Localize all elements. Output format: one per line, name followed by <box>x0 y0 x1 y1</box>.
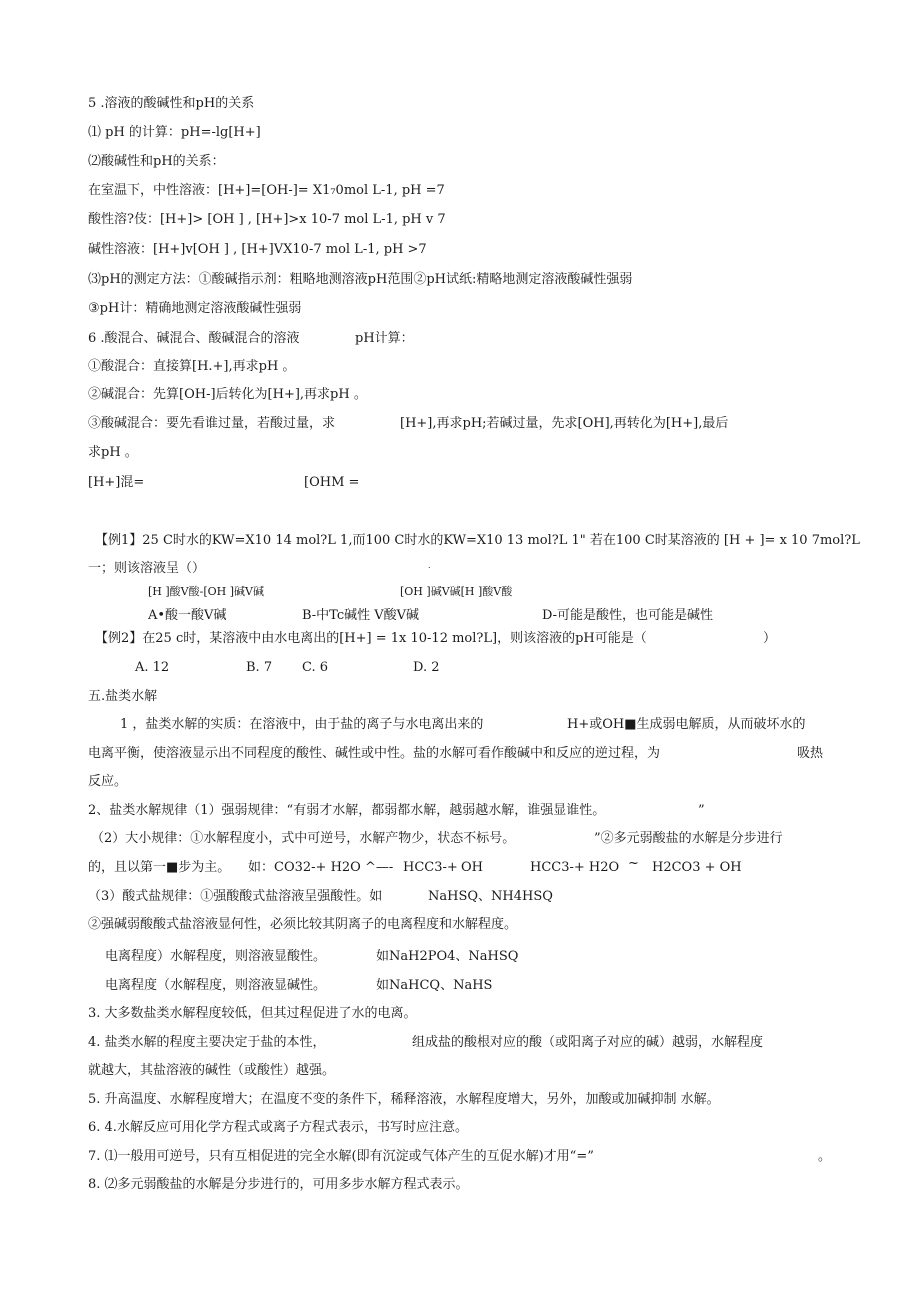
carbonate-equation-2: HCC3-+ H2O <box>530 860 620 875</box>
hydroxide-product-1: OH <box>461 860 483 875</box>
item-4-cont: 组成盐的酸根对应的酸（或阳离子对应的碱）越弱，水解程度 <box>412 1035 764 1050</box>
rule-magnitude: （2）大小规律：①水解程度小，式中可逆号，水解产物少，状态不标号。 <box>91 831 516 846</box>
example-1-option-a: A•酸一酸V碱 <box>148 608 227 623</box>
ph-calculation: ⑴ pH 的计算：pH=-lg[H+] <box>88 125 261 140</box>
basic-examples: 如NaHCQ、NaHS <box>376 978 493 993</box>
fraction-numerator-b: [OH ]碱V碱[H ]酸V酸 <box>400 585 513 598</box>
hydrolysis-essence-line2: 电离平衡，使溶液显示出不同程度的酸性、碱性或中性。盐的水解可看作酸碱中和反应的逆过程，为 <box>88 746 661 761</box>
rule-weak-acid-salt: ②强碱弱酸酸式盐溶液显何性，必须比较其阴离子的电离程度和水解程度。 <box>88 917 518 932</box>
example-2-option-d: D. 2 <box>413 660 440 675</box>
acid-salt-examples: NaHSQ、NH4HSQ <box>428 889 553 904</box>
ionization-gt-hydrolysis: 电离程度）水解程度，则溶液显酸性。 <box>105 949 327 964</box>
fraction-numerator-a: [H ]酸V酸-[OH ]碱V碱 <box>148 585 264 598</box>
rule-multistep-cont: 的，且以第一■步为主。 <box>88 860 231 875</box>
rule-strength-quote: ” <box>698 803 705 818</box>
acid-mix: ①酸混合：直接算[H.+],再求pH 。 <box>88 359 296 374</box>
item-8: 8. ⑵多元弱酸盐的水解是分步进行的，可用多步水解方程式表示。 <box>88 1177 469 1192</box>
example-2-question: 【例2】在25 c时，某溶液中由水电离出的[H+] = 1x 10-12 mol?L]，则该溶液的pH可能是（ <box>95 631 647 646</box>
acidic-solution: 酸性溶?伎：[H+]> [OH ] , [H+]>x 10-7 mol L-1, pH v 7 <box>88 212 446 227</box>
hydrolysis-essence: 1 ，盐类水解的实质：在溶液中，由于盐的离子与水电离出来的 <box>120 717 484 732</box>
item-5: 5. 升高温度、水解程度增大；在温度不变的条件下，稀释溶液，水解程度增大，另外，加酸或加碱抑制 水解。 <box>88 1092 720 1107</box>
hydrolysis-essence-end: 反应。 <box>88 774 128 789</box>
example-2-option-c: C. 6 <box>302 660 329 675</box>
example-1-option-b: B-中Tc碱性 V酸V碱 <box>302 608 420 623</box>
endothermic-label: 吸热 <box>797 746 824 761</box>
item-4: 4. 盐类水解的程度主要决定于盐的本性， <box>88 1035 326 1050</box>
base-mix: ②碱混合：先算[OH-]后转化为[H+],再求pH 。 <box>88 387 367 402</box>
section-6-title-end: pH计算： <box>355 331 414 346</box>
acid-base-mix-cont: [H+],再求pH;若碱过量，先求[OH],再转化为[H+],最后 <box>400 416 729 431</box>
item-7: 7. ⑴一般用可逆号，只有互相促进的完全水解(即有沉淀或气体产生的互促水解)才用“=” <box>88 1149 594 1164</box>
ionization-lt-hydrolysis: 电离程度（水解程度，则溶液显碱性。 <box>105 978 327 993</box>
bicarbonate-product: HCC3-+ <box>403 860 458 875</box>
acid-base-mix-end: 求pH 。 <box>88 445 138 460</box>
ph-measurement-method: ⑶pH的测定方法：①酸碱指示剂：粗略地测溶液pH范围②pH试纸:精略地测定溶液酸碱性强弱 <box>88 272 633 287</box>
example-2-option-a: A. 12 <box>135 660 170 675</box>
neutral-solution: 在室温下，中性溶液：[H+]=[OH-]= X1₇0mol L-1, pH =7 <box>88 183 445 198</box>
hydrolysis-essence-cont: H+或OH■生成弱电解质，从而破坏水的 <box>567 717 806 732</box>
ph-meter: ③pH计：精确地测定溶液酸碱性强弱 <box>88 301 302 316</box>
example-1-option-d: D-可能是酸性，也可能是碱性 <box>542 608 714 623</box>
acid-base-mix: ③酸碱混合：要先看谁过量，若酸过量，求 <box>88 416 336 431</box>
section-5-title: 5 .溶液的酸碱性和pH的关系 <box>88 96 255 111</box>
example-2-paren-close: ） <box>763 631 777 646</box>
item-6: 6. 4.水解反应可用化学方程式或离子方程式表示，书写时应注意。 <box>88 1120 468 1135</box>
rule-acid-salt: （3）酸式盐规律：①强酸酸式盐溶液呈强酸性。如 <box>88 889 383 904</box>
item-4-end: 就越大，其盐溶液的碱性（或酸性）越强。 <box>88 1063 336 1078</box>
stray-dot: . <box>428 561 431 570</box>
h-mix-formula: [H+]混= <box>88 475 145 490</box>
example-1-question: 【例1】25 C时水的KW=X10 14 mol?L 1,而100 C时水的KW=X10 13 mol?L 1" 若在100 C时某溶液的 [H + ]= x 10 7mol?L <box>95 533 860 548</box>
acidic-examples: 如NaH2PO4、NaHSQ <box>376 949 519 964</box>
oh-mix-formula: [OHM = <box>304 475 360 490</box>
ph-relation-heading: ⑵酸碱性和pH的关系： <box>88 154 225 169</box>
rule-multistep: ”②多元弱酸盐的水解是分步进行 <box>594 831 783 846</box>
carbonic-acid-product: H2CO3 + OH <box>652 860 742 875</box>
basic-solution: 碱性溶液：[H+]v[OH ] , [H+]VX10-7 mol L-1, pH >7 <box>88 242 427 257</box>
section-6-title: 6 .酸混合、碱混合、酸碱混合的溶液 <box>88 331 300 346</box>
carbonate-equation-1: 如：CO32-+ H2O ^—- <box>248 860 394 875</box>
rule-strength: 2、盐类水解规律（1）强弱规律：“有弱才水解，都弱都水解，越弱越水解，谁强显谁性。 <box>88 803 606 818</box>
item-3: 3. 大多数盐类水解程度较低，但其过程促进了水的电离。 <box>88 1006 417 1021</box>
item-7-end: 。 <box>818 1149 832 1164</box>
equilibrium-sign: ~ <box>628 856 639 871</box>
example-2-option-b: B. 7 <box>246 660 273 675</box>
salt-hydrolysis-heading: 五.盐类水解 <box>88 689 158 704</box>
example-1-question-end: 一；则该溶液呈（） <box>88 561 206 576</box>
